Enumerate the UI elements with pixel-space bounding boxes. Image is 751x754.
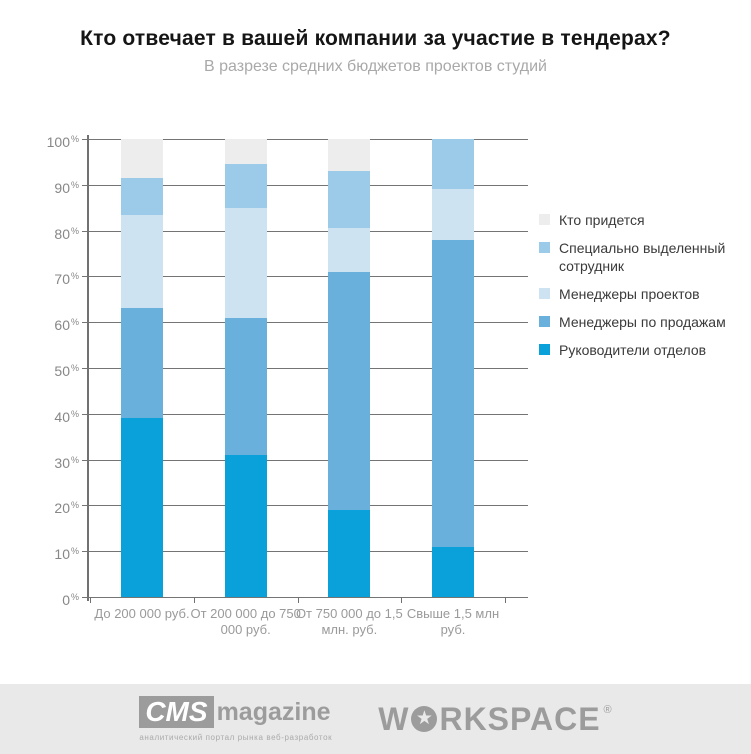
legend-label: Специально выделенный сотрудник bbox=[559, 240, 726, 274]
bar-segment bbox=[121, 418, 163, 597]
legend-label: Менеджеры по продажам bbox=[559, 314, 726, 330]
y-tick-label-40 bbox=[23, 405, 79, 423]
gridline-0 bbox=[82, 597, 528, 598]
y-tick-number: 70 bbox=[54, 271, 70, 288]
percent-sign: % bbox=[70, 454, 79, 465]
cms-logo-box: CMS bbox=[139, 696, 213, 728]
legend-label: Кто придется bbox=[559, 212, 645, 228]
cms-logo-row bbox=[139, 696, 330, 728]
y-tick-label-60 bbox=[23, 313, 79, 334]
bar-segment bbox=[328, 272, 370, 510]
y-tick-label-70 bbox=[23, 267, 79, 288]
bar-segment bbox=[225, 208, 267, 318]
x-category-label-1: До 200 000 руб. bbox=[94, 606, 190, 621]
y-tick-label-10 bbox=[23, 542, 79, 563]
percent-sign: % bbox=[70, 271, 79, 282]
y-tick-number: 100 bbox=[46, 134, 70, 150]
legend bbox=[539, 211, 744, 369]
y-tick-number: 40 bbox=[54, 408, 70, 425]
bar-segment bbox=[225, 318, 267, 455]
plot-area bbox=[46, 134, 528, 637]
y-tick-label-90 bbox=[23, 176, 79, 194]
x-axis-tick-1 bbox=[194, 597, 195, 603]
bar-segment bbox=[121, 215, 163, 309]
workspace-logo-w: W bbox=[378, 700, 410, 737]
bar-segment bbox=[121, 178, 163, 215]
registered-trademark-icon: ® bbox=[603, 703, 612, 716]
y-tick-number: 50 bbox=[54, 363, 70, 379]
legend-item bbox=[539, 239, 744, 275]
percent-sign: % bbox=[70, 500, 79, 511]
legend-swatch-icon bbox=[539, 316, 550, 327]
y-tick-label-0 bbox=[23, 588, 79, 606]
percent-sign: % bbox=[70, 546, 79, 557]
bar-4 bbox=[432, 139, 474, 597]
workspace-logo-rest: RKSPACE bbox=[439, 700, 601, 737]
legend-item bbox=[539, 313, 744, 331]
bar-3 bbox=[328, 139, 370, 597]
y-tick-number: 20 bbox=[54, 500, 70, 517]
bar-segment bbox=[328, 228, 370, 272]
cms-magazine-logo bbox=[139, 696, 332, 742]
percent-sign: % bbox=[70, 363, 79, 373]
legend-item bbox=[539, 285, 744, 303]
percent-sign: % bbox=[70, 179, 79, 190]
cms-logo-magazine-text: magazine bbox=[216, 697, 331, 726]
bar-segment bbox=[328, 510, 370, 597]
bar-segment bbox=[225, 139, 267, 164]
legend-swatch-icon bbox=[539, 288, 550, 299]
x-category-label-3: От 750 000 до 1,5 млн. руб. bbox=[295, 606, 403, 637]
legend-swatch-icon bbox=[539, 242, 550, 253]
x-axis-tick-4 bbox=[505, 597, 506, 603]
bar-1 bbox=[121, 139, 163, 597]
bar-segment bbox=[225, 455, 267, 597]
x-axis-tick-2 bbox=[298, 597, 299, 603]
cms-tagline: аналитический портал рынка веб-разработок bbox=[139, 733, 333, 742]
y-tick-label-30 bbox=[23, 451, 79, 469]
percent-sign: % bbox=[70, 408, 79, 419]
bar-segment bbox=[432, 189, 474, 239]
y-tick-number: 60 bbox=[54, 317, 70, 334]
legend-item bbox=[539, 211, 744, 229]
percent-sign: % bbox=[70, 225, 79, 236]
bar-segment bbox=[328, 171, 370, 228]
percent-sign: % bbox=[70, 592, 79, 602]
x-axis-tick-0 bbox=[90, 597, 91, 603]
x-category-label-2: От 200 000 до 750 000 руб. bbox=[190, 606, 301, 637]
percent-sign: % bbox=[70, 134, 79, 144]
x-category-label-4: Свыше 1,5 млн руб. bbox=[406, 606, 500, 637]
percent-sign: % bbox=[70, 317, 79, 328]
bar-segment bbox=[225, 164, 267, 208]
chart-title: Кто отвечает в вашей компании за участие в тендерах? bbox=[80, 27, 671, 50]
bar-segment bbox=[432, 139, 474, 189]
x-axis-tick-3 bbox=[401, 597, 402, 603]
y-tick-number: 30 bbox=[54, 454, 70, 471]
y-tick-number: 90 bbox=[54, 179, 70, 196]
bar-segment bbox=[432, 240, 474, 547]
footer bbox=[0, 684, 751, 754]
y-tick-label-50 bbox=[23, 359, 79, 377]
legend-item bbox=[539, 341, 744, 359]
y-tick-label-80 bbox=[23, 222, 79, 240]
y-tick-label-20 bbox=[23, 496, 79, 517]
bar-segment bbox=[121, 308, 163, 418]
legend-swatch-icon bbox=[539, 344, 550, 355]
chart-subtitle: В разрезе средних бюджетов проектов студий bbox=[204, 58, 547, 75]
bar-segment bbox=[432, 547, 474, 597]
bar-segment bbox=[121, 139, 163, 178]
workspace-logo bbox=[378, 701, 611, 738]
legend-swatch-icon bbox=[539, 214, 550, 225]
y-tick-number: 80 bbox=[54, 225, 70, 242]
legend-label: Руководители отделов bbox=[559, 342, 707, 358]
y-tick-number: 10 bbox=[54, 546, 70, 563]
legend-label: Менеджеры проектов bbox=[559, 286, 700, 302]
bar-segment bbox=[328, 139, 370, 171]
y-tick-number: 0 bbox=[62, 592, 70, 608]
y-tick-label-100 bbox=[23, 130, 79, 148]
bar-2 bbox=[225, 139, 267, 597]
workspace-star-icon: ★ bbox=[411, 706, 437, 732]
